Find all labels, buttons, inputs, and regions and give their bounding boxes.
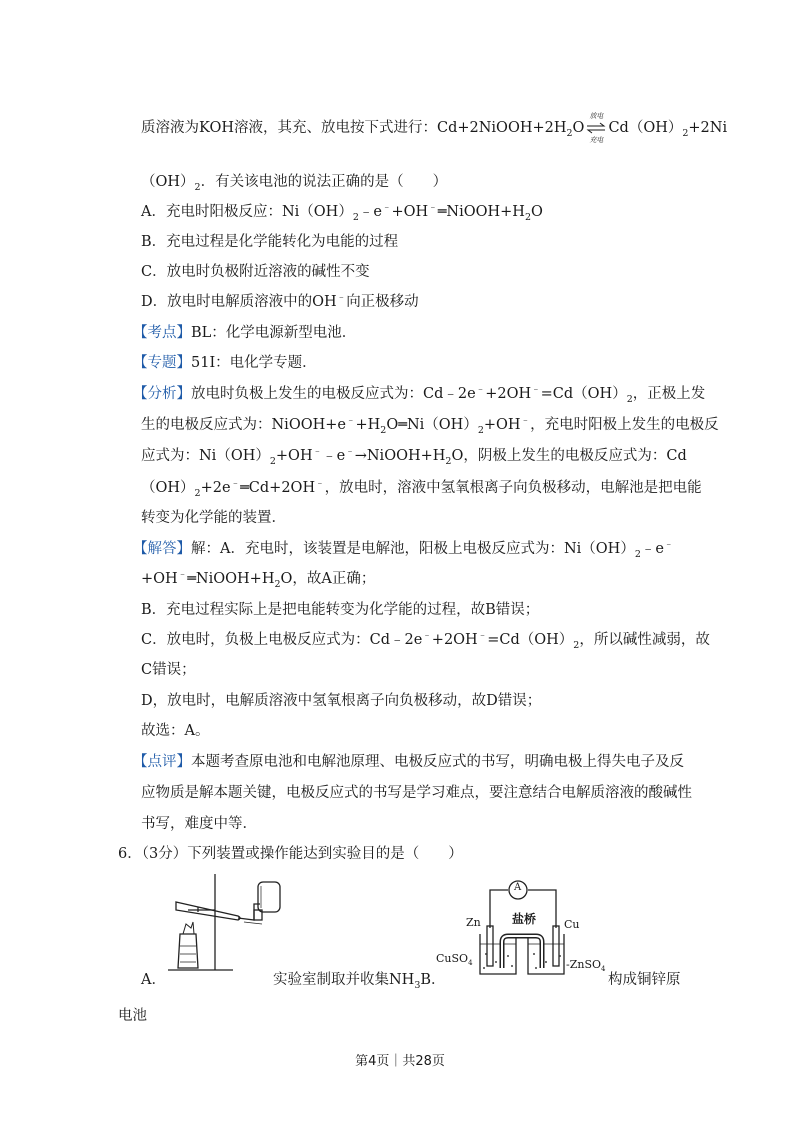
fenxi-tag: 【分析】: [133, 386, 191, 402]
jieda-line5: C错误；: [141, 662, 196, 678]
text: +2OH: [485, 386, 532, 402]
figure-galvanic-cell: [436, 878, 606, 982]
zn-label: Zn: [466, 916, 481, 929]
arrow-label-charge: 充电: [589, 136, 604, 144]
q6-option-b-text: 构成铜锌原: [608, 972, 681, 988]
q5-stem-line2: [141, 172, 447, 192]
zhuanti-tag: 【专题】: [133, 355, 191, 371]
text: （OH）: [141, 480, 195, 496]
sub: 2: [477, 424, 484, 436]
text: +OH: [275, 448, 313, 464]
option-text: +OH: [391, 204, 429, 220]
text: +OH: [483, 417, 521, 433]
text: 本题考查原电池和电解池原理、电极反应式的书写，明确电极上得失电子及反: [191, 754, 684, 770]
option-text: A．充电时阳极反应：Ni（OH）: [141, 204, 353, 220]
q5-stem-line1: [141, 112, 728, 144]
dianping-line1: [133, 752, 684, 772]
salt-bridge-label: 盐桥: [512, 912, 537, 926]
sub: 2: [380, 424, 387, 436]
sup: ﹣: [428, 202, 438, 214]
text: C．放电时，负极上电极反应式为：Cd﹣2e: [141, 632, 423, 648]
sup: ﹣: [477, 630, 488, 642]
q6-option-a-text: [273, 970, 446, 990]
q5-option-a: [141, 202, 543, 222]
jieda-line4: [141, 630, 710, 650]
sup: ﹣: [531, 384, 541, 396]
sub: 2: [194, 487, 201, 499]
text: 放电时负极上发生的电极反应式为：Cd﹣2e: [191, 386, 476, 402]
option-text: ﹣e: [358, 204, 382, 220]
kaodian-text: BL：化学电源新型电池．: [191, 325, 357, 341]
arrow-label-discharge: 放电: [589, 112, 604, 120]
stem-text: （OH）: [141, 174, 195, 190]
sub: 3: [414, 979, 421, 991]
sup: ﹣: [177, 569, 188, 581]
zhuanti-text: 51I：电化学专题．: [191, 355, 317, 371]
sub: 4: [601, 965, 606, 974]
option-text: D．放电时电解质溶液中的OH: [141, 294, 337, 310]
sub: 2: [445, 455, 452, 467]
text: 应式为：Ni（OH）: [141, 448, 270, 464]
option-text: 向正极移动: [346, 294, 419, 310]
sup: ﹣: [475, 384, 486, 396]
sup: ﹣: [381, 202, 392, 214]
sub: 2: [573, 639, 580, 651]
text: +OH: [141, 571, 178, 587]
text: =Cd（OH）: [487, 632, 574, 648]
reversible-arrow-icon: [585, 112, 607, 144]
nh3-apparatus-icon: [158, 872, 288, 972]
text: CuSO: [436, 952, 469, 965]
sub: 2: [682, 127, 689, 139]
option-label: B．: [420, 972, 446, 988]
jieda-line7: 故选：A。: [141, 723, 210, 739]
dianping-line2: 应物质是解本题关键，电极反应式的书写是学习难点，要注意结合电解质溶液的酸碱性: [141, 785, 692, 801]
text: +2e: [200, 480, 231, 496]
sup: ﹣: [312, 446, 323, 458]
sup: ﹣: [336, 292, 347, 304]
text: ZnSO: [569, 958, 601, 971]
sub: 4: [468, 959, 473, 968]
option-text: ═NiOOH+H: [437, 204, 525, 220]
text: 生的电极反应式为：NiOOH+e: [141, 417, 346, 433]
fenxi-line2: [141, 415, 719, 435]
text: O═Ni（OH）: [386, 417, 478, 433]
text: ﹣e: [322, 448, 346, 464]
text: ，放电时，溶液中氢氧根离子向负极移动，电解池是把电能: [324, 480, 702, 496]
text: +2OH: [431, 632, 478, 648]
kaodian-tag: 【考点】: [133, 325, 191, 341]
text: 实验室制取并收集NH: [273, 972, 415, 988]
cu-label: Cu: [564, 918, 580, 931]
text: +H: [355, 417, 381, 433]
option-text: O: [531, 204, 543, 220]
dianping-line3: 书写，难度中等．: [141, 816, 257, 832]
q6-option-b-wrap: 电池: [118, 1008, 147, 1024]
sub: 2: [524, 211, 532, 223]
text: →NiOOH+H: [354, 448, 446, 464]
sup: ﹣: [345, 415, 356, 427]
stem-text: O: [572, 120, 585, 136]
text: ﹣e: [640, 541, 664, 557]
stem-text: 质溶液为KOH溶液，其充、放电按下式进行：Cd+2NiOOH+2H: [141, 120, 567, 136]
text: ，所以碱性减弱，故: [579, 632, 710, 648]
jieda-tag: 【解答】: [133, 541, 191, 557]
kaodian: [133, 323, 356, 343]
q5-option-b: B．充电过程是化学能转化为电能的过程: [141, 234, 399, 250]
sub: 2: [626, 393, 633, 405]
text: ，正极上发: [632, 386, 706, 402]
option-label: A．: [141, 972, 166, 988]
q5-option-d: [141, 292, 419, 312]
text: ，充电时阳极上发生的电极反: [530, 417, 719, 433]
sup: ﹣: [422, 630, 432, 642]
page-footer: 第4页｜共28页: [355, 1054, 445, 1069]
figure-nh3-apparatus: [158, 872, 288, 976]
text: O，阴极上发生的电极反应式为：Cd: [451, 448, 687, 464]
sup: ﹣: [345, 446, 355, 458]
q6-stem: 6．（3分）下列装置或操作能达到实验目的是（ ）: [118, 846, 463, 862]
sub: 2: [269, 455, 276, 467]
dianping-tag: 【点评】: [133, 754, 191, 770]
sup: ﹣: [315, 478, 325, 490]
q6-option-a: [141, 970, 166, 990]
znso4-label: -ZnSO$_4$: [566, 958, 606, 974]
sub: 2: [274, 578, 281, 590]
stem-text: +2Ni: [688, 120, 728, 136]
sub: 2: [566, 127, 573, 139]
ammeter-label: A: [514, 882, 522, 893]
jieda-line1: [133, 539, 673, 559]
jieda-line2: [141, 569, 375, 589]
sub: 2: [194, 181, 201, 193]
text: O，故A正确；: [280, 571, 376, 587]
sup: ﹣: [520, 415, 531, 427]
sub: 2: [352, 211, 359, 223]
fenxi-line1: [133, 384, 705, 404]
zhuanti: [133, 353, 317, 373]
fenxi-line5: 转变为化学能的装置．: [141, 510, 286, 526]
stem-text: ．有关该电池的说法正确的是（ ）: [200, 174, 448, 190]
q5-option-c: C．放电时负极附近溶液的碱性不变: [141, 264, 370, 280]
text: ═Cd+2OH: [240, 480, 316, 496]
fenxi-line4: [141, 478, 702, 498]
stem-text: Cd（OH）: [608, 120, 683, 136]
jieda-line3: B．充电过程实际上是把电能转变为化学能的过程，故B错误；: [141, 602, 540, 618]
sup: ﹣: [663, 539, 674, 551]
fenxi-line3: [141, 446, 687, 466]
text: ═NiOOH+H: [187, 571, 275, 587]
jieda-line6: D，放电时，电解质溶液中氢氧根离子向负极移动，故D错误；: [141, 693, 542, 709]
sub: 2: [634, 548, 641, 560]
sup: ﹣: [230, 478, 241, 490]
cuso4-label: [436, 952, 473, 968]
text: 解：A．充电时，该装置是电解池，阳极上电极反应式为：Ni（OH）: [191, 541, 635, 557]
text: =Cd（OH）: [540, 386, 627, 402]
